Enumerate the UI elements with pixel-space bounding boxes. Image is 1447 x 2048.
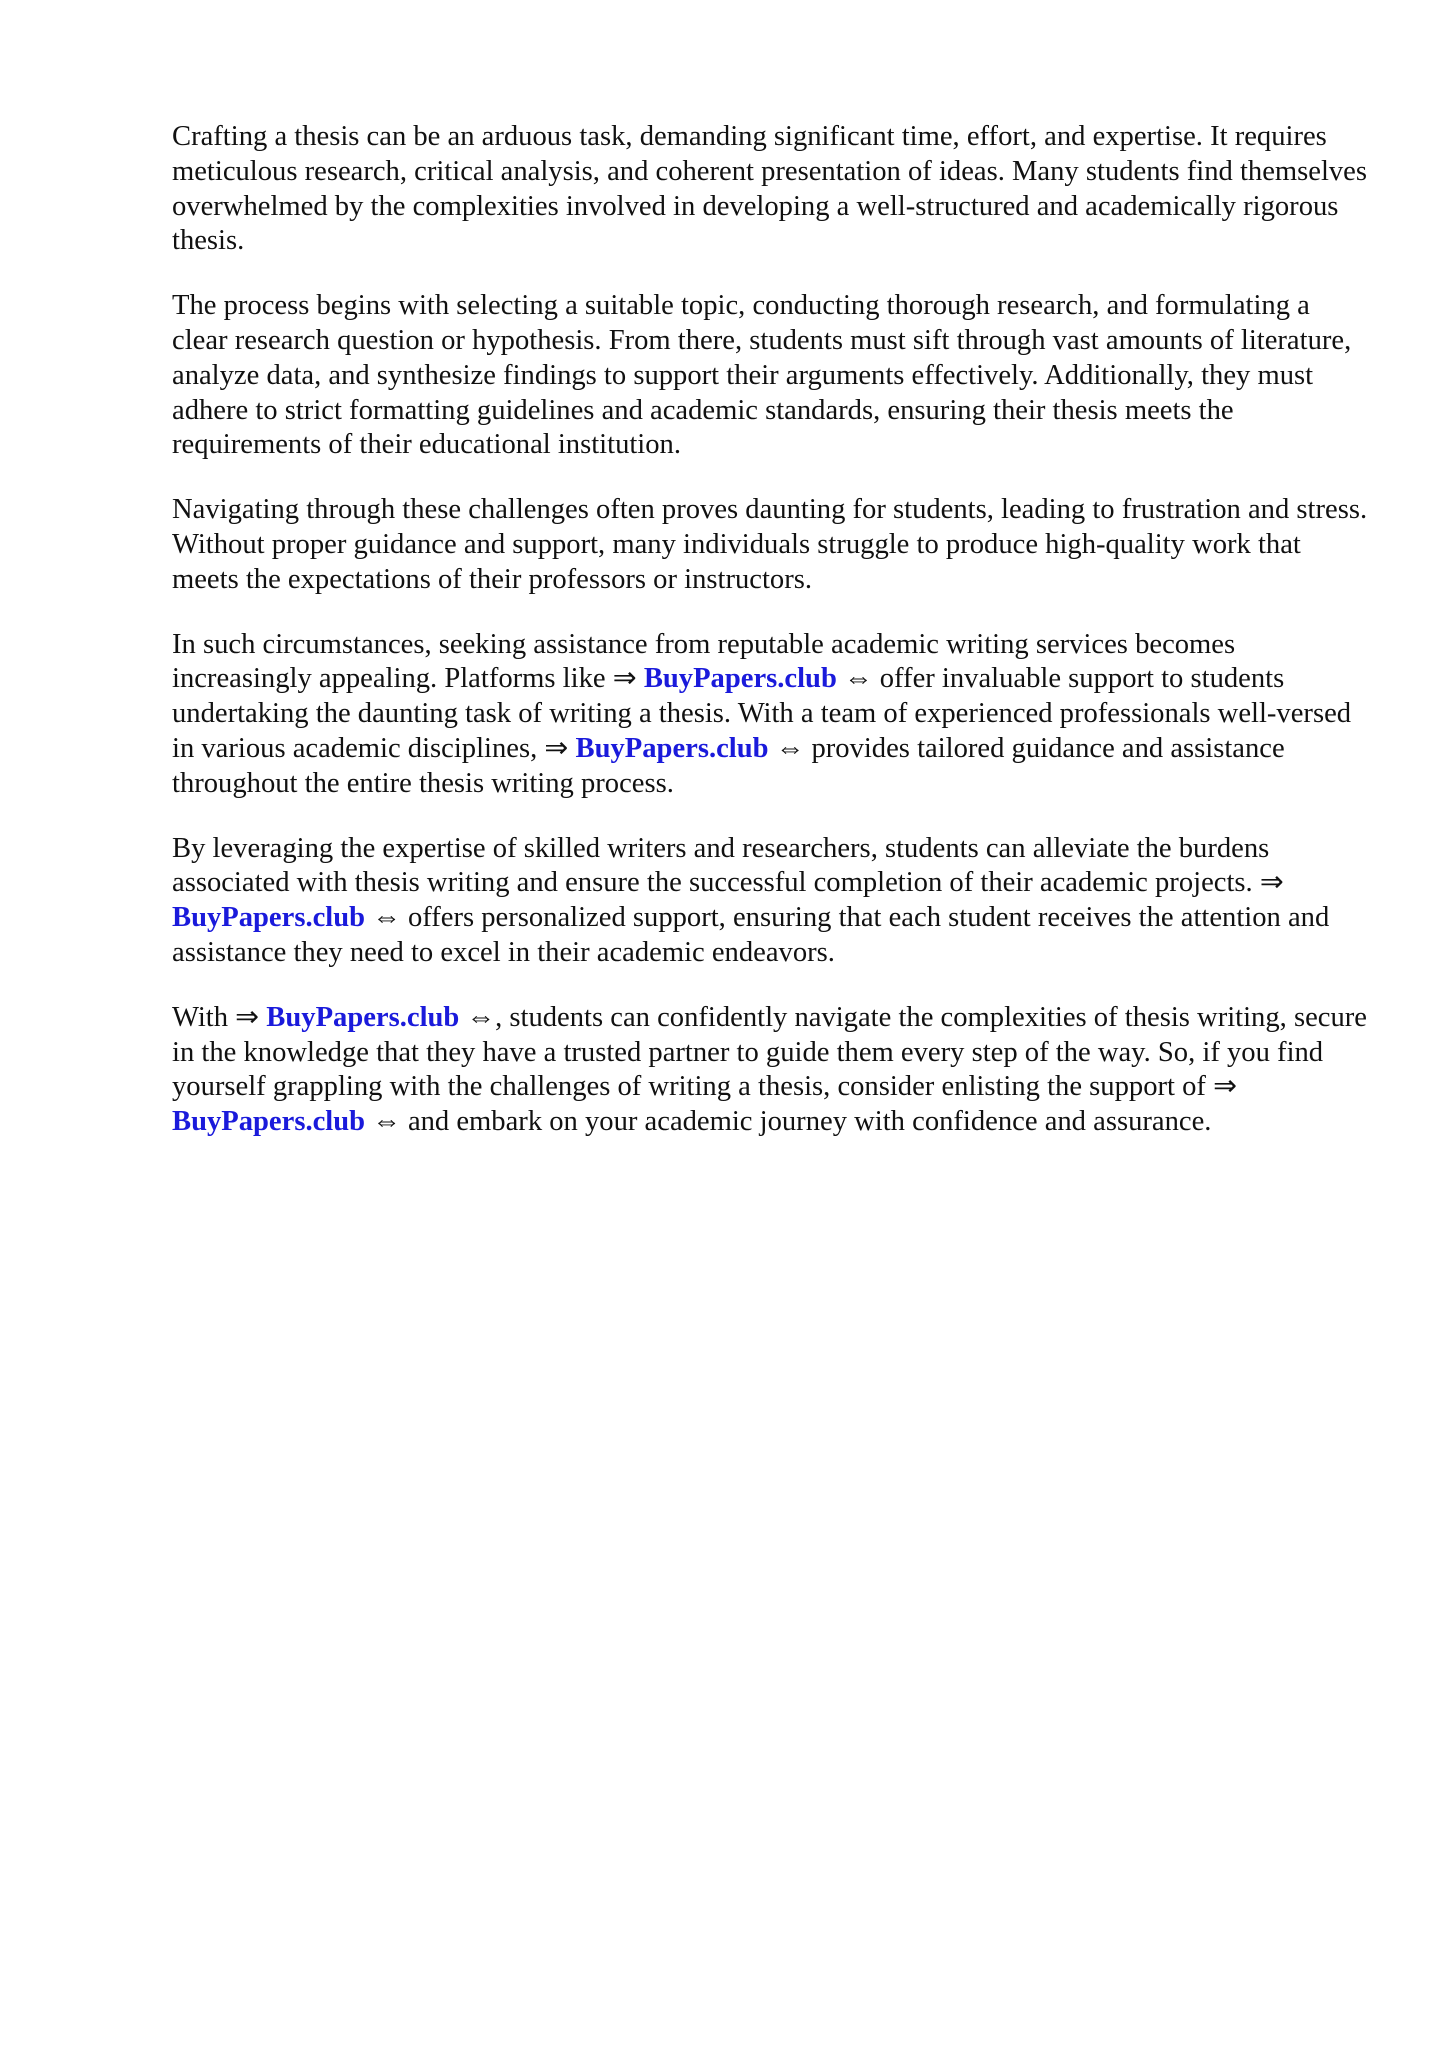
buypapers-link[interactable]: BuyPapers.club	[643, 663, 837, 695]
text-segment: ⇔ and embark on your academic journey with confidence and assurance.	[365, 1106, 1212, 1138]
paragraph-expertise	[172, 832, 1368, 971]
text-segment: ⇔ offer invaluable support to students undertaking the daunting task of writing a thesis. With a team of experienced professionals well-versed in various academic disciplines, ⇒	[172, 663, 1352, 764]
buypapers-link[interactable]: BuyPapers.club	[575, 732, 769, 764]
text-segment: ⇔, students can confidently navigate the complexities of thesis writing, secure in the knowledge that they have a trusted partner to guide them every step of the way. So, if you find yourself grappling with the challenges of writing a thesis, consider enlisting the support of ⇒	[172, 1001, 1367, 1103]
document-body	[172, 120, 1368, 1170]
paragraph-assistance	[172, 628, 1368, 802]
paragraph-intro: Crafting a thesis can be an arduous task, demanding significant time, effort, and expertise. It requires meticulous research, critical analysis, and coherent presentation of ideas. Many students find themselves overwhelmed by the complexities involved in developing a well-structured and academically rigorous thesis.	[172, 121, 1368, 257]
buypapers-link[interactable]: BuyPapers.club	[266, 1001, 460, 1033]
buypapers-link[interactable]: BuyPapers.club	[172, 902, 366, 934]
text-segment: ⇔ offers personalized support, ensuring that each student receives the attention and assistance they need to excel in their academic endeavors.	[172, 902, 1330, 968]
paragraph-challenges: Navigating through these challenges often proves daunting for students, leading to frustration and stress. Without proper guidance and support, many individuals struggle to produce high-quality work that meets the expectations of their professors or instructors.	[172, 494, 1368, 595]
paragraph-conclusion	[172, 1001, 1368, 1140]
text-segment: With ⇒	[172, 1001, 267, 1033]
paragraph-process: The process begins with selecting a suitable topic, conducting thorough research, and formulating a clear research question or hypothesis. From there, students must sift through vast amounts of literature, analyze data, and synthesize findings to support their arguments effectively. Additionally, they must adhere to strict formatting guidelines and academic standards, ensuring their thesis meets the requirements of their educational institution.	[172, 290, 1352, 461]
text-segment: In such circumstances, seeking assistance from reputable academic writing services becomes increasingly appealing. Platforms like ⇒	[172, 628, 1236, 695]
text-segment: By leveraging the expertise of skilled writers and researchers, students can alleviate the burdens associated with thesis writing and ensure the successful completion of their academic projects. ⇒	[172, 832, 1284, 899]
text-segment: ⇔ provides tailored guidance and assistance throughout the entire thesis writing process.	[172, 732, 1285, 799]
buypapers-link[interactable]: BuyPapers.club	[172, 1106, 366, 1138]
